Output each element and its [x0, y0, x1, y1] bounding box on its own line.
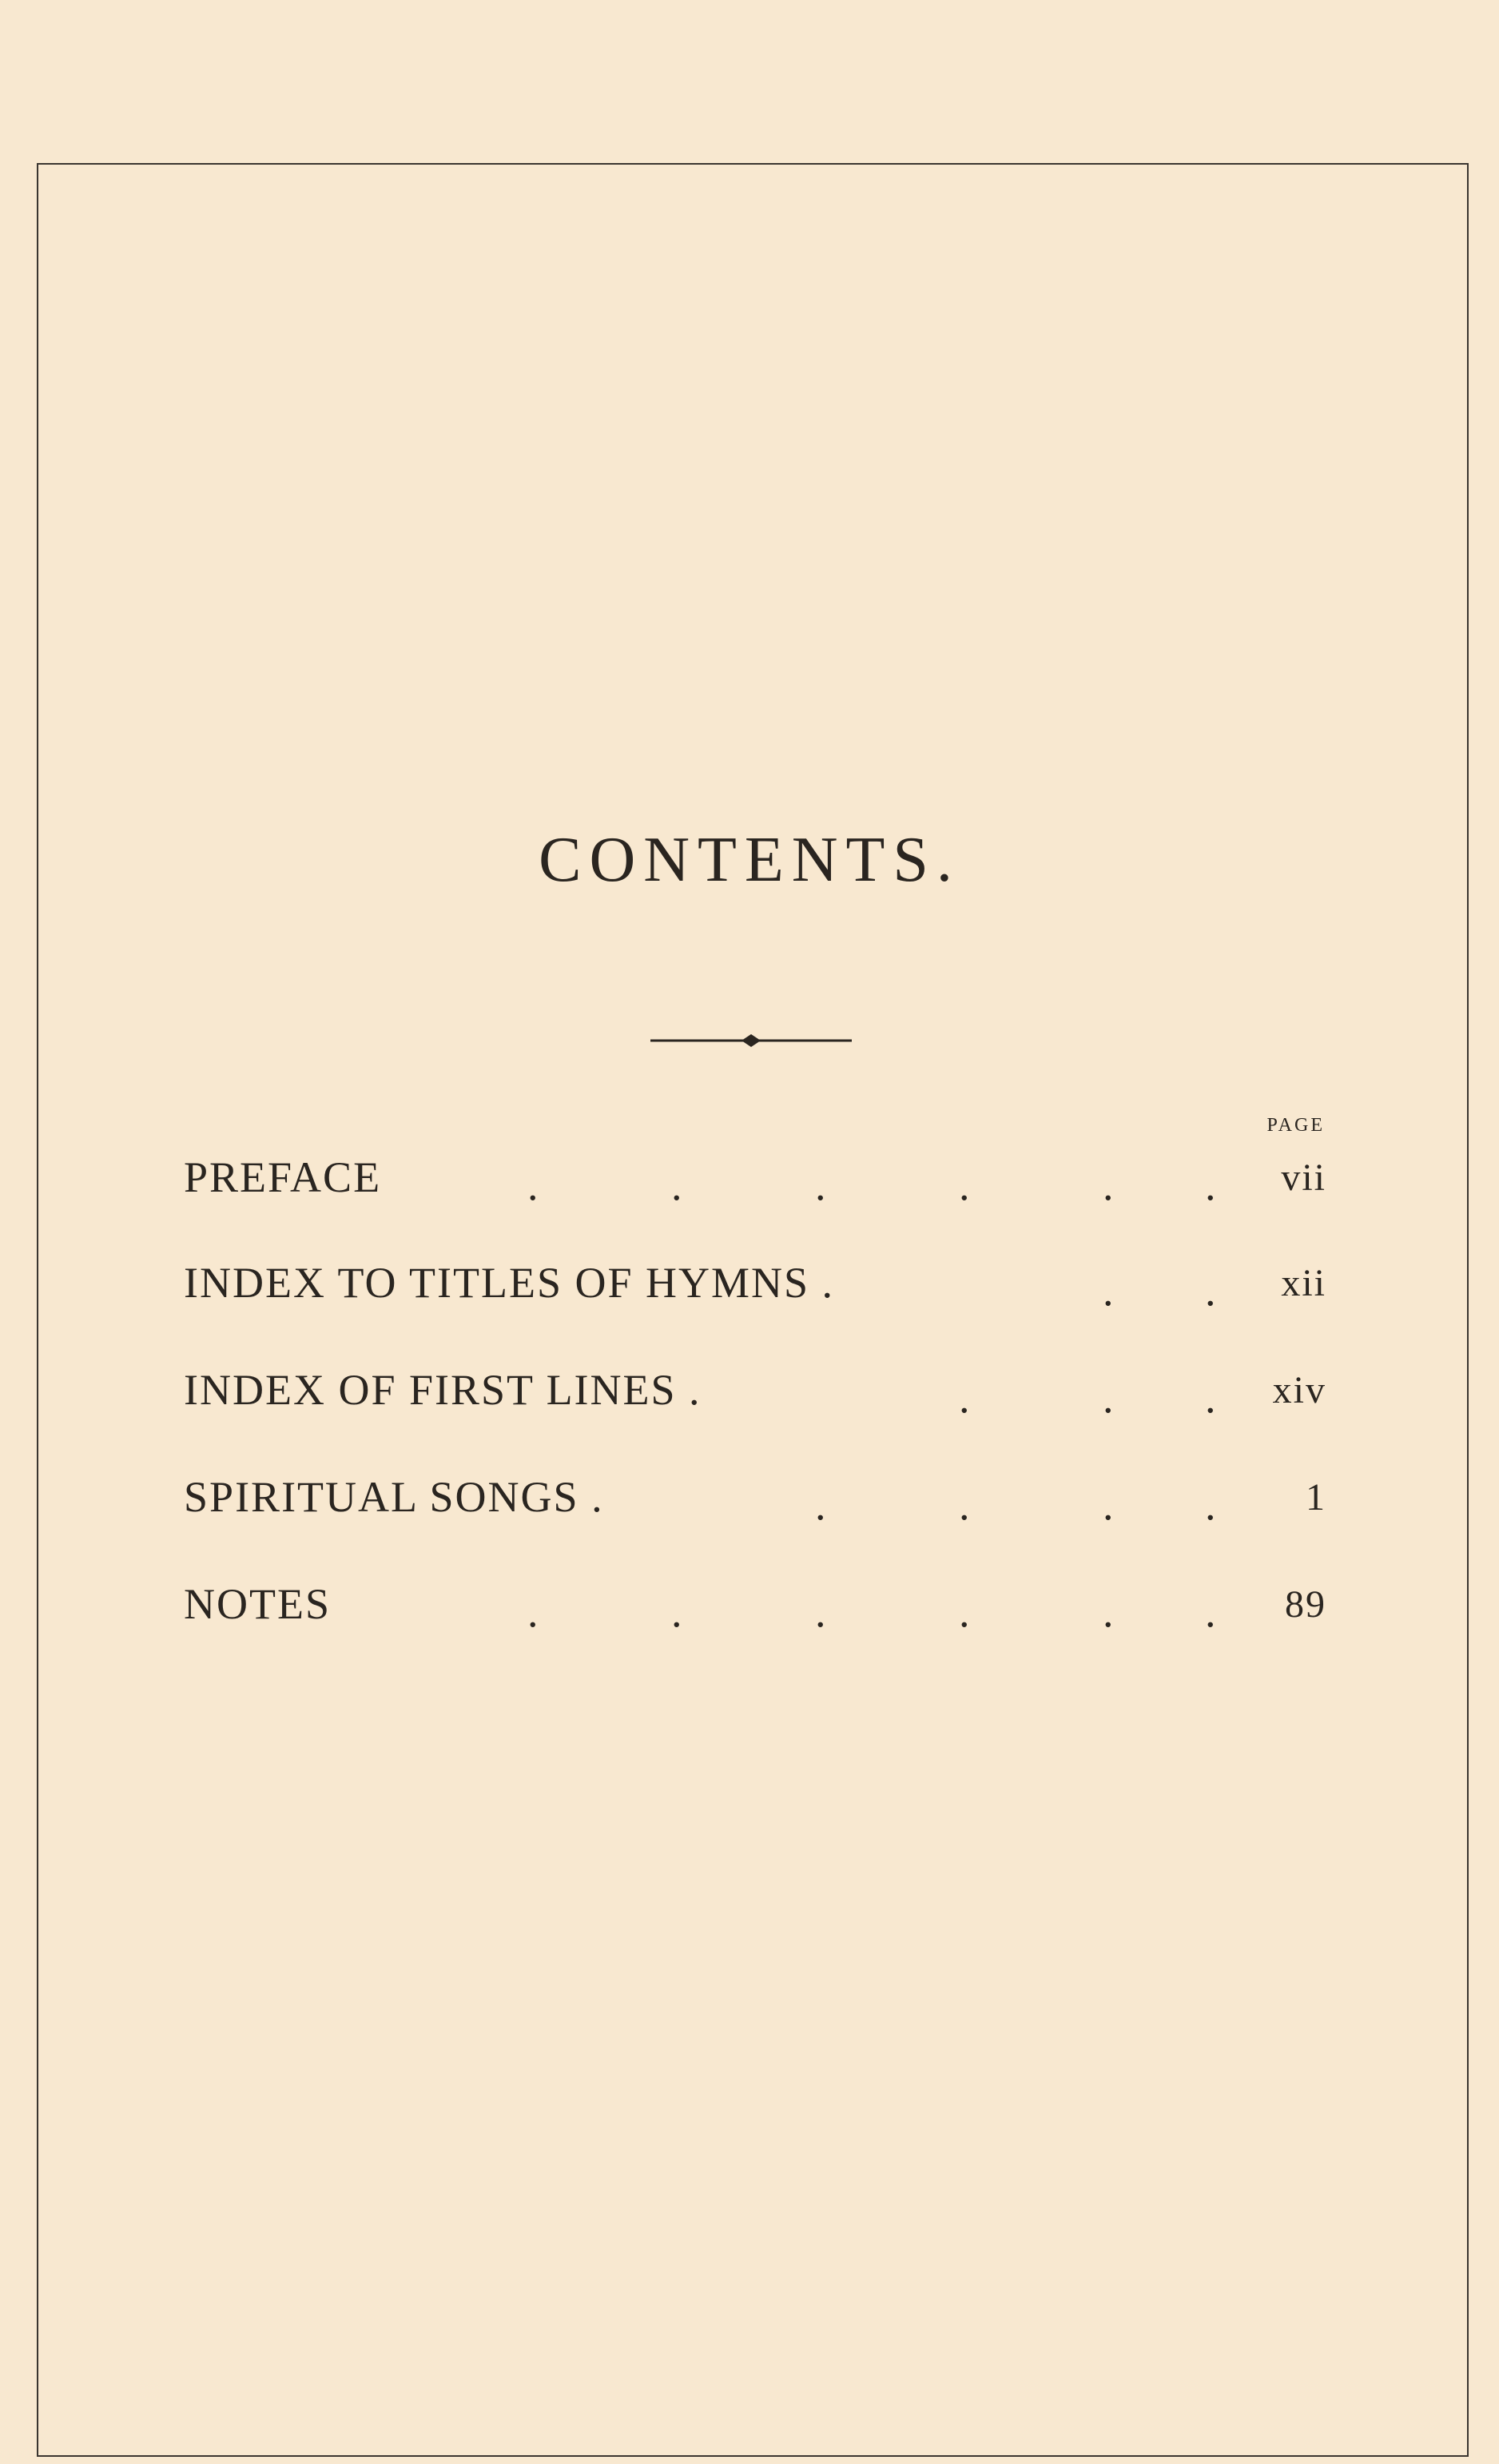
toc-entry-label: INDEX OF FIRST LINES . — [184, 1366, 702, 1414]
leader-dot: . — [959, 1588, 970, 1636]
toc-entry-preface[interactable] — [184, 1153, 1326, 1212]
toc-entry-notes[interactable] — [184, 1582, 1326, 1638]
leader-dot: . — [1103, 1374, 1114, 1422]
leader-dot: . — [959, 1374, 970, 1422]
leader-dot: . — [1103, 1161, 1114, 1209]
leader-dot: . — [1205, 1267, 1216, 1315]
leader-dot: . — [527, 1588, 539, 1636]
leader-dot: . — [815, 1161, 826, 1209]
leader-dot: . — [671, 1588, 682, 1636]
toc-entry-label: INDEX TO TITLES OF HYMNS . — [184, 1259, 835, 1307]
toc-entry-index-to-titles[interactable] — [184, 1261, 1326, 1317]
leader-dot: . — [1103, 1267, 1114, 1315]
toc-entry-page: 1 — [1306, 1476, 1326, 1519]
leader-dot: . — [671, 1161, 682, 1209]
page-column-header: PAGE — [1266, 1115, 1325, 1136]
leader-dot: . — [959, 1481, 970, 1529]
leader-dot: . — [959, 1161, 970, 1209]
toc-entry-page: vii — [1281, 1156, 1326, 1199]
toc-entry-label: NOTES — [184, 1580, 331, 1628]
leader-dot: . — [815, 1588, 826, 1636]
toc-entry-page: xiv — [1272, 1369, 1326, 1411]
leader-dot: . — [1103, 1481, 1114, 1529]
leader-dot: . — [1205, 1481, 1216, 1529]
toc-entry-spiritual-songs[interactable] — [184, 1475, 1326, 1531]
toc-entry-label: PREFACE — [184, 1153, 382, 1201]
leader-dot: . — [527, 1161, 539, 1209]
leader-dot: . — [1205, 1374, 1216, 1422]
leader-dot: . — [1103, 1588, 1114, 1636]
toc-entry-index-of-first-lines[interactable] — [184, 1368, 1326, 1424]
leader-dot: . — [815, 1481, 826, 1529]
toc-entry-label: SPIRITUAL SONGS . — [184, 1473, 604, 1521]
diamond-rule-icon — [650, 1031, 852, 1050]
page-title: CONTENTS. — [539, 825, 960, 895]
leader-dot: . — [1205, 1161, 1216, 1209]
toc-entry-page: 89 — [1285, 1583, 1326, 1626]
toc-entry-page: xii — [1281, 1262, 1326, 1304]
leader-dot: . — [1205, 1588, 1216, 1636]
